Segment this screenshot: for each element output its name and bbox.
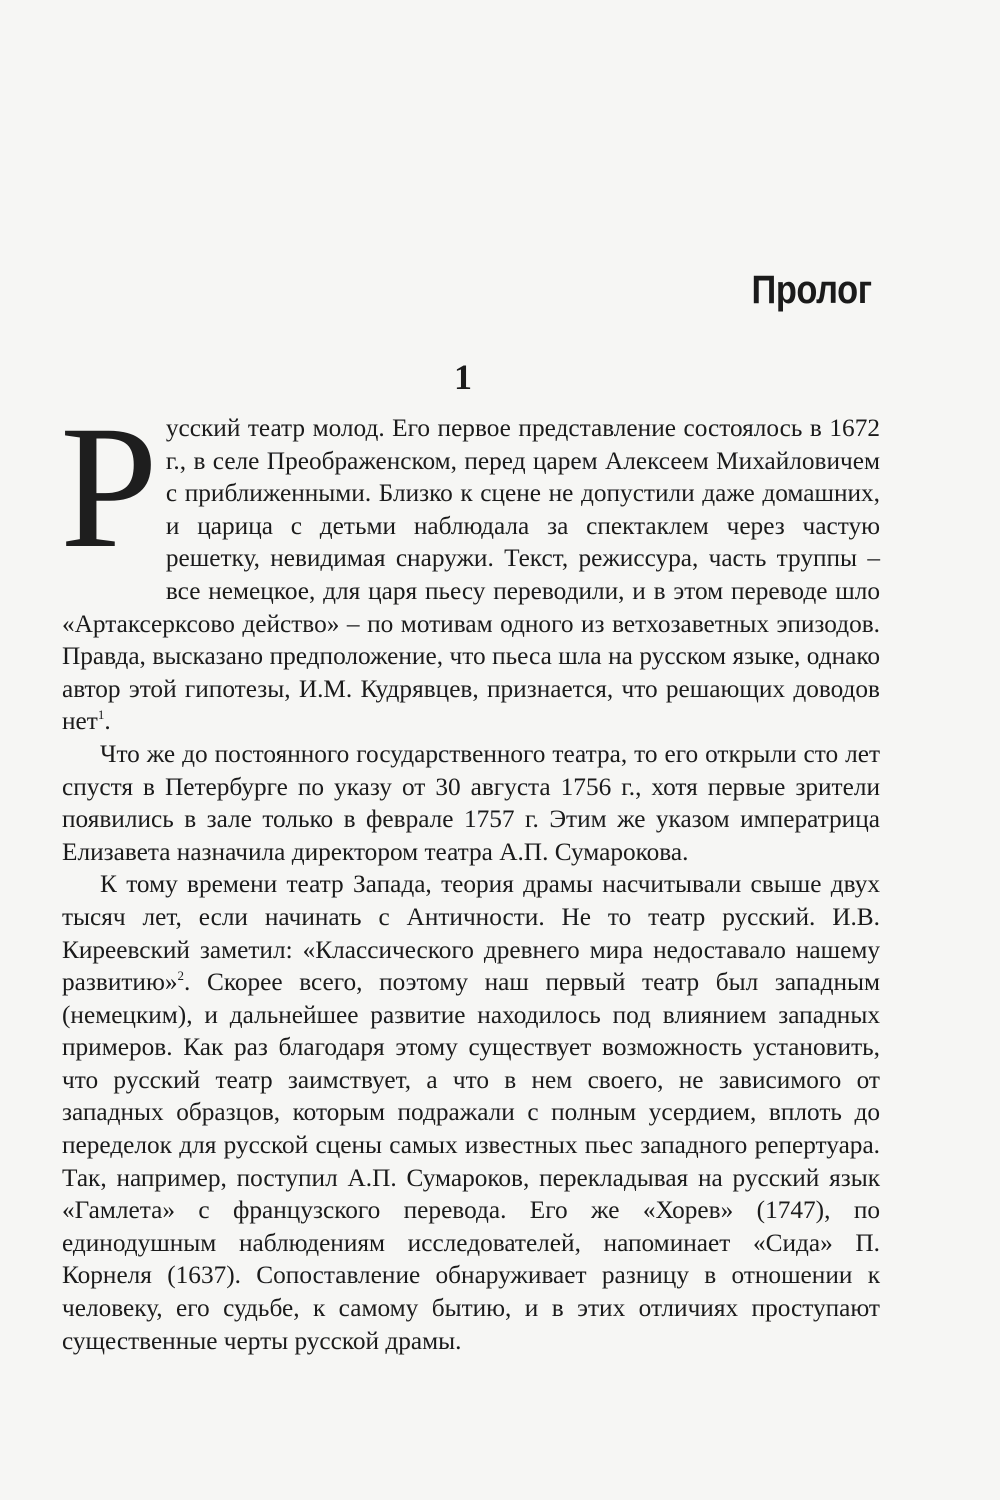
footnote-ref-1: 1 (97, 707, 105, 723)
paragraph-1-text: усский театр молод. Его первое представление состоялось в 1672 г., в селе Преображенском, перед царем Алексеем Михайловичем с приближенными. Близко к сцене не допустили даже домашних, и царица с детьми наблюдала за спектаклем через частую решетку, невидимая снаружи. Текст, режиссура, часть труппы – все немецкое, для царя пьесу переводили, и в этом переводе шло «Артаксерксово действо» – по мотивам одного из ветхозаветных эпизодов. Правда, высказано предположение, что пьеса шла на русском языке, однако автор этой гипотезы, И.М. Кудрявцев, признается, что решающих доводов нет (62, 414, 880, 736)
body-text (60, 390, 880, 1357)
paragraph-1-end: . (104, 707, 111, 736)
paragraph-2: Что же до постоянного государственного театра, то его открыли сто лет спустя в Петербурге по указу от 30 августа 1756 г., хотя первые зрители появились в зале только в феврале 1757 г. Этим же указом императрица Елизавета назначила директором театра А.П. Сумарокова. (62, 739, 880, 866)
drop-cap-letter: Р (60, 390, 158, 585)
footnote-ref-2: 2 (177, 968, 184, 984)
paragraph-3 (62, 868, 880, 1357)
chapter-title: Пролог (751, 268, 872, 312)
paragraph-1 (60, 390, 880, 738)
paragraph-3-text-after: . Скорее всего, поэтому наш первый театр был западным (немецким), и дальнейшее развитие находилось под влиянием западных примеров. Как раз благодаря этому существует возможность установить, что русский театр заимствует, а что в нем своего, не зависимого от западных образцов, которым подражали с полным усердием, вплоть до переделок для русской сцены самых известных пьес западного репертуара. Так, например, поступил А.П. Сумароков, перекладывая на русский язык «Гамлета» с французского перевода. Его же «Хорев» (1747), по единодушным наблюдениям исследователей, напоминает «Сида» П. Корнеля (1637). Сопоставление обнаруживает разницу в отношении к человеку, его судьбе, к самому бытию, и в этих отличиях проступают существенные черты русской драмы. (62, 968, 880, 1355)
section-number: 1 (454, 357, 472, 397)
paragraph-3-text-before: К тому времени театр Запада, теория драмы насчитывали свыше двух тысяч лет, если начинать с Античности. Не то театр русский. И.В. Киреевский заметил: «Классического древнего мира недоставало нашему развитию» (62, 870, 880, 997)
